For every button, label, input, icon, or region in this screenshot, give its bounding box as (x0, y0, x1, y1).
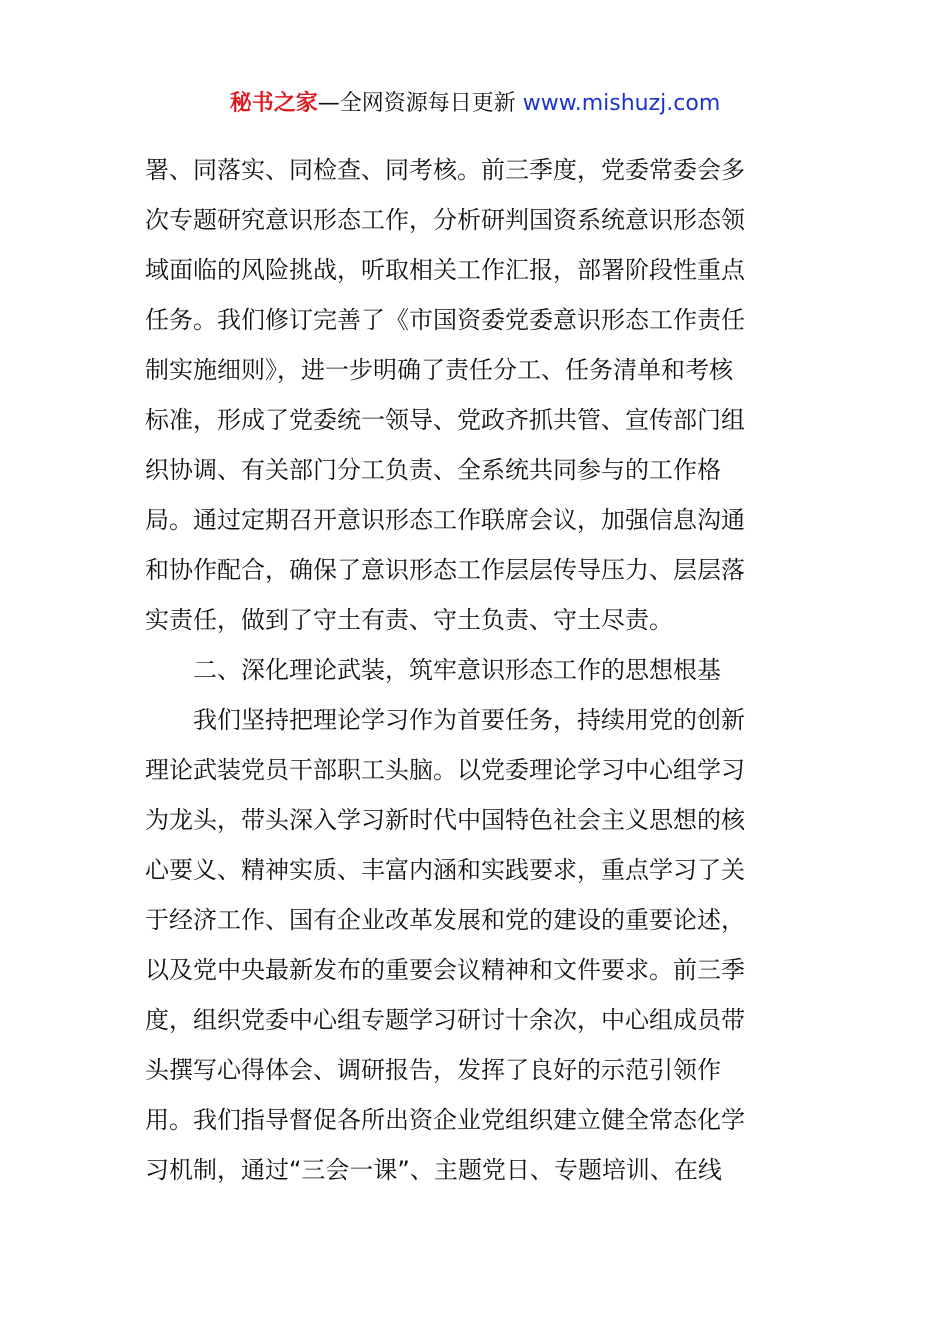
document-body (145, 145, 810, 1195)
text-line: 心要义、精神实质、丰富内涵和实践要求，重点学习了关 (145, 856, 745, 884)
text-line: 习机制，通过“三会一课”、主题党日、专题培训、在线 (145, 1156, 722, 1184)
text-line: 次专题研究意识形态工作，分析研判国资系统意识形态领 (145, 206, 745, 234)
text-line: 署、同落实、同检查、同考核。前三季度，党委常委会多 (145, 156, 745, 184)
text-line: 实责任，做到了守土有责、守土负责、守土尽责。 (145, 606, 673, 634)
text-line: 以及党中央最新发布的重要会议精神和文件要求。前三季 (145, 956, 745, 984)
text-line: 局。通过定期召开意识形态工作联席会议，加强信息沟通 (145, 506, 745, 534)
text-line: 和协作配合，确保了意识形态工作层层传导压力、层层落 (145, 556, 745, 584)
text-line: 理论武装党员干部职工头脑。以党委理论学习中心组学习 (145, 756, 745, 784)
text-line: 标准，形成了党委统一领导、党政齐抓共管、宣传部门组 (145, 406, 745, 434)
text-line: 任务。我们修订完善了《市国资委党委意识形态工作责任 (145, 306, 745, 334)
text-line: 我们坚持把理论学习作为首要任务，持续用党的创新 (193, 706, 745, 734)
text-line: 度，组织党委中心组专题学习研讨十余次，中心组成员带 (145, 1006, 745, 1034)
page-header (0, 88, 950, 120)
text-line: 制实施细则》，进一步明确了责任分工、任务清单和考核 (145, 356, 733, 384)
header-slogan: —全网资源每日更新 (317, 91, 523, 116)
header-url-link[interactable]: www.mishuzj.com (522, 91, 721, 116)
text-line: 为龙头，带头深入学习新时代中国特色社会主义思想的核 (145, 806, 745, 834)
text-line: 用。我们指导督促各所出资企业党组织建立健全常态化学 (145, 1106, 745, 1134)
text-line: 头撰写心得体会、调研报告，发挥了良好的示范引领作 (145, 1056, 721, 1084)
text-line: 织协调、有关部门分工负责、全系统共同参与的工作格 (145, 456, 721, 484)
text-line: 二、深化理论武装，筑牢意识形态工作的思想根基 (193, 656, 721, 684)
header-brand: 秘书之家 (229, 91, 318, 116)
text-line: 于经济工作、国有企业改革发展和党的建设的重要论述， (145, 906, 745, 934)
text-line: 域面临的风险挑战，听取相关工作汇报，部署阶段性重点 (145, 256, 745, 284)
